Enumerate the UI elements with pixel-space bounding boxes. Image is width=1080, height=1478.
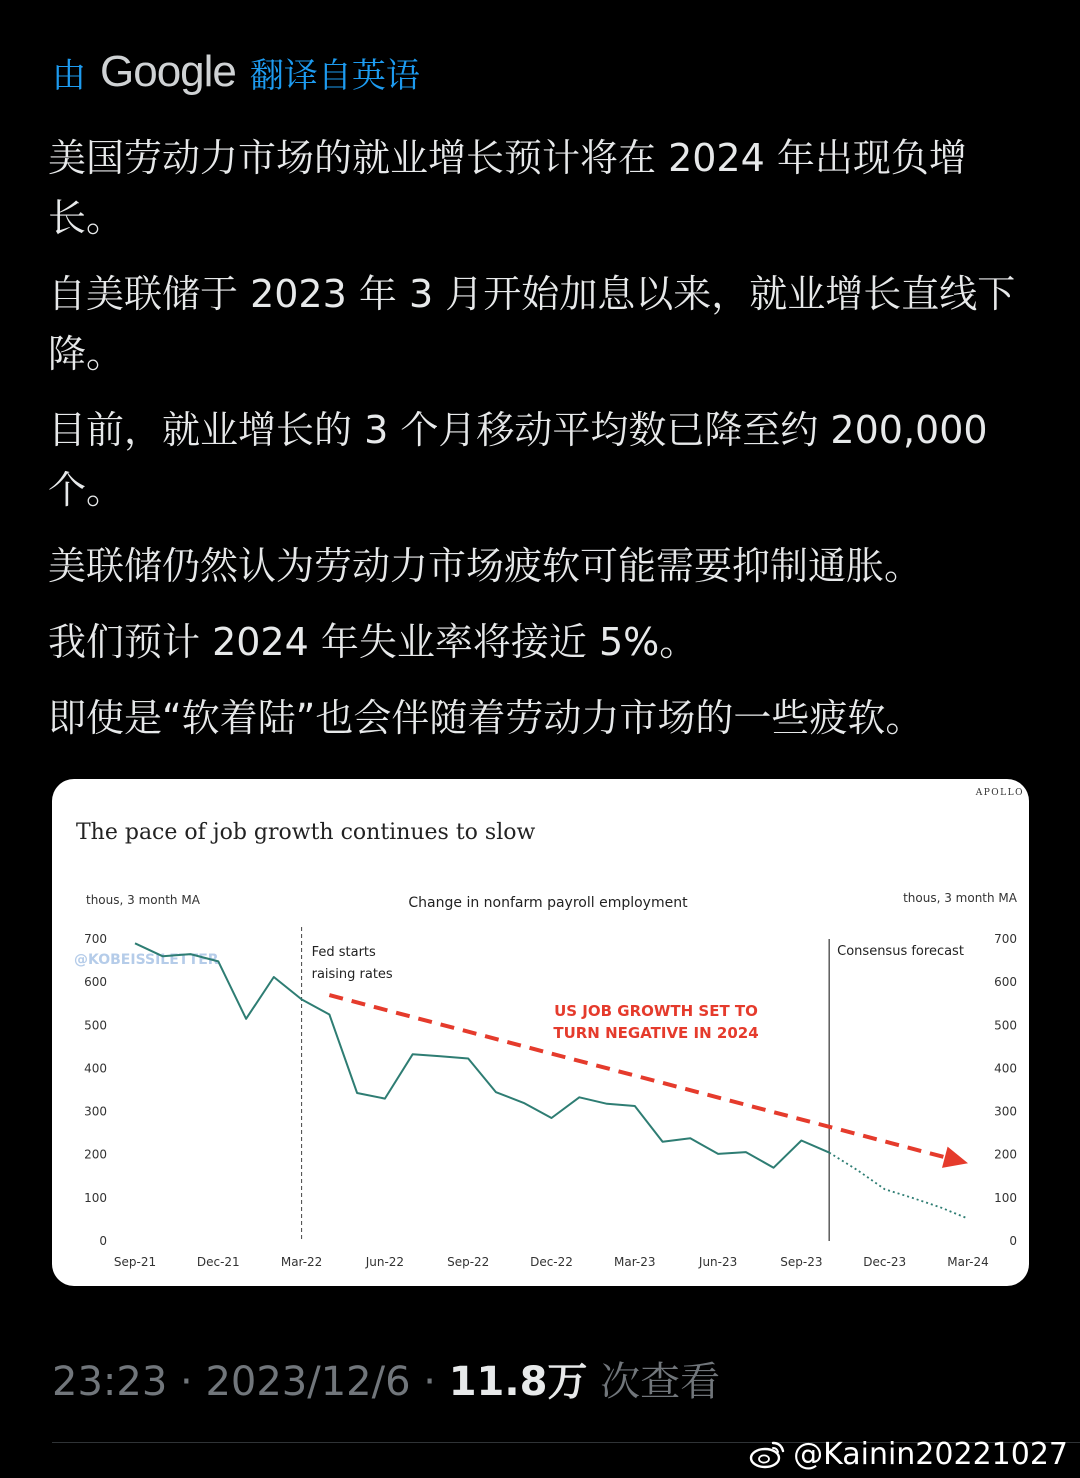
x-tick-label: Dec-21	[196, 1255, 240, 1269]
tweet-time[interactable]: 23:23	[52, 1359, 168, 1405]
x-tick-label: Mar-24	[947, 1255, 989, 1269]
x-tick-label: Sep-23	[780, 1255, 823, 1269]
x-tick-label: Mar-22	[280, 1255, 323, 1269]
x-tick-label: Sep-21	[113, 1255, 157, 1269]
job-growth-chart	[52, 779, 1029, 1286]
y-tick-label-right: 100	[994, 1190, 1017, 1205]
tweet-paragraph: 我们预计 2024 年失业率将接近 5%。	[48, 620, 698, 664]
weibo-handle: @Kainin20221027	[793, 1436, 1068, 1472]
fed-annotation-label: Fed starts	[311, 945, 376, 960]
arrow-annotation-label: TURN NEGATIVE IN 2024	[553, 1024, 759, 1042]
tweet-paragraph: 美国劳动力市场的就业增长预计将在 2024 年出现负增长。	[48, 136, 967, 240]
y-tick-label-left: 100	[84, 1190, 107, 1205]
arrow-annotation-label: US JOB GROWTH SET TO	[554, 1002, 758, 1020]
forecast-annotation-label: Consensus forecast	[837, 944, 964, 959]
x-tick-label: Dec-23	[863, 1255, 907, 1269]
chart-watermark: @KOBEISSILETTER	[74, 952, 219, 968]
y-tick-label-right: 400	[994, 1061, 1017, 1076]
y-tick-label-right: 600	[994, 975, 1017, 990]
chart-title: The pace of job growth continues to slow	[76, 820, 536, 845]
y-tick-label-left: 500	[84, 1018, 107, 1033]
y-tick-label-right: 300	[994, 1104, 1017, 1119]
tweet-date[interactable]: 2023/12/6	[205, 1359, 411, 1405]
y-tick-label-left: 200	[84, 1147, 107, 1162]
tweet-paragraph: 美联储仍然认为劳动力市场疲软可能需要抑制通胀。	[48, 544, 923, 588]
tweet-paragraph: 自美联储于 2023 年 3 月开始加息以来，就业增长直线下降。	[48, 272, 1016, 376]
x-tick-label: Sep-22	[447, 1255, 490, 1269]
weibo-icon	[749, 1439, 787, 1469]
views-label: 次查看	[600, 1359, 721, 1405]
x-tick-label: Jun-22	[365, 1255, 405, 1269]
y-tick-label-left: 400	[84, 1061, 107, 1076]
meta-separator: ·	[180, 1359, 193, 1405]
y-tick-label-right: 500	[994, 1018, 1017, 1033]
chart-image[interactable]	[52, 779, 1029, 1286]
payroll-series-line	[135, 943, 829, 1167]
chart-brand: APOLLO	[975, 788, 1024, 798]
meta-separator: ·	[423, 1359, 436, 1405]
y-tick-label-left: 0	[99, 1234, 107, 1248]
weibo-watermark	[749, 1434, 1068, 1474]
x-tick-label: Jun-23	[698, 1255, 738, 1269]
tweet-paragraph: 即使是“软着陆”也会伴随着劳动力市场的一些疲软。	[48, 696, 924, 740]
tweet-paragraph: 目前，就业增长的 3 个月移动平均数已降至约 200,000 个。	[48, 408, 988, 512]
tweet-meta	[52, 1352, 720, 1412]
translate-bar[interactable]	[52, 42, 420, 102]
translate-link[interactable]: 翻译自英语	[249, 55, 420, 96]
fed-annotation-label: raising rates	[311, 967, 393, 982]
x-tick-label: Mar-23	[614, 1255, 656, 1269]
tweet-text	[48, 128, 1038, 764]
translate-prefix: 由	[52, 55, 86, 96]
y-tick-label-left: 600	[84, 975, 107, 990]
y-axis-label-left: thous, 3 month MA	[86, 893, 200, 907]
y-tick-label-right: 700	[994, 932, 1017, 946]
x-tick-label: Dec-22	[530, 1255, 573, 1269]
y-tick-label-left: 300	[84, 1104, 107, 1119]
y-tick-label-right: 200	[994, 1147, 1017, 1162]
y-tick-label-left: 700	[84, 932, 107, 946]
trend-arrow-head	[942, 1147, 968, 1168]
views-count[interactable]: 11.8万	[448, 1359, 588, 1405]
y-axis-label-right: thous, 3 month MA	[903, 891, 1017, 905]
y-tick-label-right: 0	[1009, 1234, 1017, 1248]
chart-subtitle: Change in nonfarm payroll employment	[408, 895, 688, 911]
google-logo: Google	[100, 47, 236, 96]
